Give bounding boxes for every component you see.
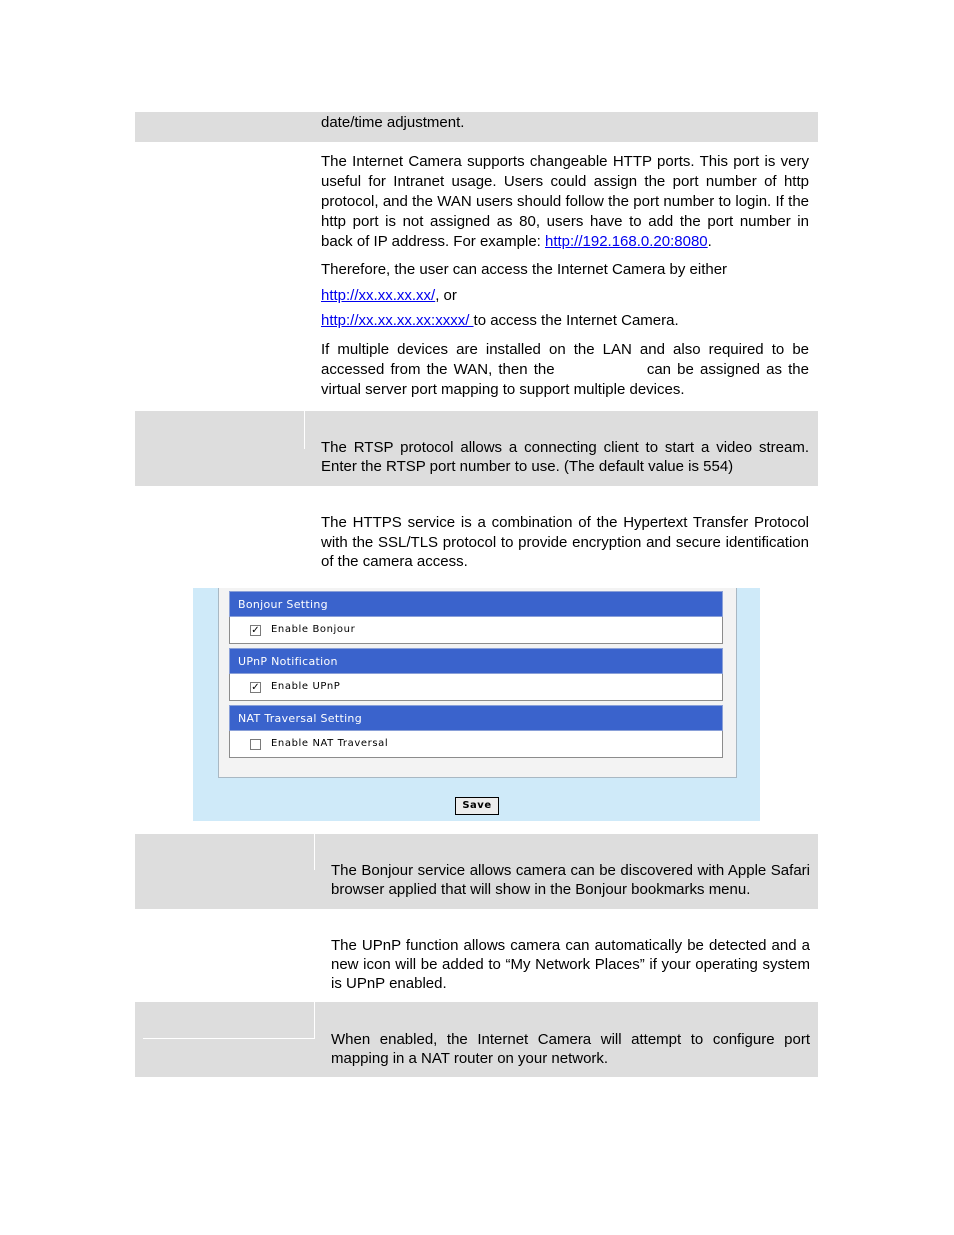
https-description: The HTTPS service is a combination of the Hypertext Transfer Protocol with the SSL/TLS protocol to provide encryption and secure identification of the camera access.: [321, 514, 809, 570]
cell-divider: [304, 411, 305, 449]
http-link1-line: http://xx.xx.xx.xx/, or: [321, 287, 457, 304]
enable-nat-checkbox[interactable]: [250, 739, 261, 750]
upnp-section: [229, 648, 723, 701]
enable-upnp-checkbox[interactable]: ✓: [251, 682, 260, 693]
enable-bonjour-checkbox[interactable]: ✓: [251, 625, 260, 636]
cell-divider: [143, 1038, 314, 1039]
http-para1: The Internet Camera supports changeable HTTP ports. This port is very useful for Intranet usage. Users could assign the port number of http protocol, and the WAN users should follow the port number to login. If the http port is not assigned as 80, users have to add the port number in back of IP address. For example: http://192.168.0.20:8080.: [321, 153, 809, 250]
upnp-description: The UPnP function allows camera can automatically be detected and a new icon will be added to “My Network Places” if your operating system is UPnP enabled.: [331, 937, 810, 992]
bonjour-description: The Bonjour service allows camera can be discovered with Apple Safari browser applied that will show in the Bonjour bookmarks menu.: [331, 862, 810, 898]
bonjour-section: [229, 591, 723, 644]
nat-description: When enabled, the Internet Camera will attempt to configure port mapping in a NAT router on your network.: [331, 1031, 810, 1067]
http-link2-line: http://xx.xx.xx.xx:xxxx/ to access the Internet Camera.: [321, 312, 679, 329]
save-button[interactable]: Save: [455, 797, 499, 815]
enable-nat-label: Enable NAT Traversal: [271, 738, 389, 749]
bonjour-header: Bonjour Setting: [229, 591, 723, 617]
upnp-header: UPnP Notification: [229, 648, 723, 674]
bonjour-row: [229, 617, 723, 644]
enable-upnp-label: Enable UPnP: [271, 681, 341, 692]
datetime-text: date/time adjustment.: [321, 114, 465, 131]
nat-section: [229, 705, 723, 758]
rtsp-description: The RTSP protocol allows a connecting client to start a video stream. Enter the RTSP port number to use. (The default value is 554): [321, 439, 809, 475]
enable-bonjour-label: Enable Bonjour: [271, 624, 356, 635]
upnp-row: [229, 674, 723, 701]
example-link[interactable]: http://192.168.0.20:8080: [545, 233, 708, 250]
http-para3: If multiple devices are installed on the LAN and also required to be accessed from the WAN, then the can be assigned as the virtual server port mapping to support multiple devices.: [321, 341, 809, 398]
settings-frame: [218, 588, 737, 778]
http-para2: Therefore, the user can access the Internet Camera by either: [321, 261, 728, 278]
nat-row: [229, 731, 723, 758]
nat-header: NAT Traversal Setting: [229, 705, 723, 731]
http-port-description: [321, 152, 809, 400]
cell-divider: [314, 1002, 315, 1039]
settings-screenshot: [193, 588, 760, 821]
access-link-2[interactable]: http://xx.xx.xx.xx:xxxx/: [321, 312, 474, 329]
access-link-1[interactable]: http://xx.xx.xx.xx/: [321, 287, 436, 304]
cell-divider: [314, 834, 315, 870]
